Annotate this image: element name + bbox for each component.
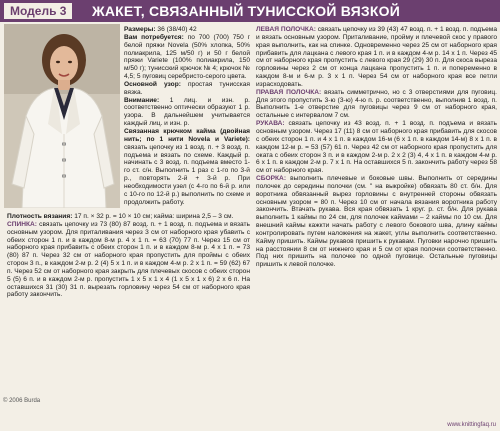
sleeves-text: связать цепочку из 43 возд. п. + 1 возд. п. подъема и вязать основным узором. Через 17 (11) 8 см от наборного края прибавить для скосов с обеих сторон 1 п. и 4 х 1 п. в каждом 16-м (6 х 1 п. в каждом 14-м) 8 х 1 п. в каждом 12-м р. = 53 (57) 61 п. Через 42 см от наборного края пропустить для оката с обеих сторон 3 п. и в каждом 2-м р. 2 х 2 (3) 4, 4 х 1 п. в каждом 4-м р. 6 х 1 п. в каждом 2-м р. 7 х 1 п. На оставшихся 5 п. закончить работу через 58 см от наборного края. — [256, 120, 497, 175]
left-front-text: связать цепочку из 39 (43) 47 возд. п. + 1 возд. п. подъема и вязать основным узором. Приталивание, пройму и плечевой скос у правого края выполнить, как на спинке. Одновременно через 25 см от наборного края прибавить для лацкана с левого края 1 п. и в каждом 4-м р. 14 х 1 п. Через 45 см от наборного края пропустить с левого края 29 (29) 30 п. Для скоса выреза горловины через 2 см от конца лацкана пропустить 1 п. и попеременно в каждом 8-м и 6-м р. 3 х 1 п. Через 54 см от наборного края все петли израсходовать. — [256, 26, 497, 88]
density-label: Плотность вязания: — [7, 213, 73, 220]
main-pattern-label: Основной узор: — [124, 80, 181, 88]
model-number-tag: Модель 3 — [4, 3, 72, 19]
sizes-text: 36 (38/40) 42 — [157, 26, 197, 33]
instructions-column — [256, 26, 497, 269]
edge-label: Связанная крючком кайма (двойная нить; по 1 нити Novela и Variete): — [124, 127, 250, 143]
back-text: связать цепочку из 73 (80) 87 возд. п. + 1 возд. п. подъема и вязать основным узором. Для приталивания через 3 см от наборного края убавить с обеих сторон 1 п. и в каждом 8-м р. 4 х 1 п. = 63 (70) 77 п. Через 15 см от наборного края прибавить с обеих сторон 1 п. и в каждом 8-м р. 4 х 1 п. = 73 (80) 87 п. Через 32 см от наборного края пропустить для проймы с обеих сторон 3 п., в каждом 2-м р. 2 (4) 5 х 1 п. и в каждом 4-м р. 2 х 1 п. = 59 (62) 67 п. Через 52 см от наборного края закрыть для плечевых скосов с обеих сторон 5 (5) 6 п. и в каждом 2-м р. пропустить 1 х 5 х 1 х 4 (1 х 5 х 1 х 6) 2 х 6 п. На оставшихся 31 (30) 31 п. вырезать горловину через 54 см от наборного края работу закончить. — [7, 220, 250, 299]
right-front-text: вязать симметрично, но с 3 отверстиями для пуговиц. Для этого пропустить 3-ю (3-ю) 4-ю п. р. соответственно, выполнив 1 возд. п. Выполнить 1-е отверстие для пуговицы через 9 см от наборного края, остальные с интервалом 7 см. — [256, 88, 497, 120]
sizes-label: Размеры: — [124, 26, 156, 33]
materials-text: по 700 (700) 750 г белой пряжи Novela (50% хлопка, 50% полиакрила, 125 м/50 г) и 50 г белой пряжи Variete (100% полиакрила, 150 м/50 г); тунисский крючок № 4; крючок № 4,5; 5 пуговиц серебристо-серого цвета. — [124, 33, 250, 81]
sleeves-heading: РУКАВА: — [256, 120, 285, 128]
site-watermark: www.knittingfaq.ru — [447, 422, 496, 428]
note-label: Внимание: — [124, 96, 160, 104]
main-pattern-text: простая тунисская вязка. — [124, 80, 250, 96]
edge-text: связать цепочку из 1 возд. п. + 3 возд. п. подъема и вязать по схеме. Каждый р. начинать с 3 возд. п. подъема вместо 1-го ст. с/н. Выполнить 1 раз с 1-го по 3-й р., повторять 2-й + 3-й р. При необходимости узел (с 4-го по 6-й р. или с 10-го по 12-й р.) выполнить по схеме и продолжить работу. — [124, 143, 250, 206]
model-photo — [4, 24, 120, 208]
right-front-heading: ПРАВАЯ ПОЛОЧКА: — [256, 88, 322, 96]
assembly-heading: СБОРКА: — [256, 175, 287, 183]
density-text: 17 п. × 32 р. = 10 × 10 см; кайма: ширина 2,5 – 3 см. — [74, 213, 234, 220]
left-front-heading: ЛЕВАЯ ПОЛОЧКА: — [256, 26, 316, 33]
back-column — [7, 213, 250, 299]
page-title: ЖАКЕТ, СВЯЗАННЫЙ ТУНИССКОЙ ВЯЗКОЙ — [92, 3, 401, 19]
materials-column — [124, 26, 250, 206]
note-text: 1 лиц. и изн. р. соответственно оптически образуют 1 р. узора. В дальнейшем учитывается каждый лиц. и изн. р. — [124, 96, 250, 128]
header-bar — [0, 0, 500, 22]
copyright-note: © 2006 Burda — [3, 398, 41, 404]
back-heading: СПИНКА: — [7, 220, 37, 228]
assembly-text: выполнить плечевые и боковые швы. Выполнить от середины полочек до середины полочки (см. " на выкройке) обвязать 80 ст. б/н. Для воротника обвязанный вырез горловины с внутренней стороны обвязать основным узором = 80 п. Через 10 см от начала вязания воротника работу закончить. Втачать рукава. Вся края обвязать 1 круг. р. ст. б/н. Для рукава выполнить 1 каймы по 24 см, для полочек каймами – 2 каймы по 10 см. Для внешний каймы кажкти начать работу с левого бокового шва, длину каймы контролировать путем наложения на жакет, углы выполнить соответственно. Кайму пришить. Каймы рукавов пришить к рукавам. Пуговки нарочно пришить на расстоянии 8 см от нижнего края и 5 см от края полочки соответственно. Под них пришить на полочке по одной пуговице. Остальные пуговицы пришить к левой полочке. — [256, 175, 497, 269]
woman-in-white-jacket-image — [4, 24, 120, 208]
materials-label: Вам потребуется: — [124, 33, 184, 41]
